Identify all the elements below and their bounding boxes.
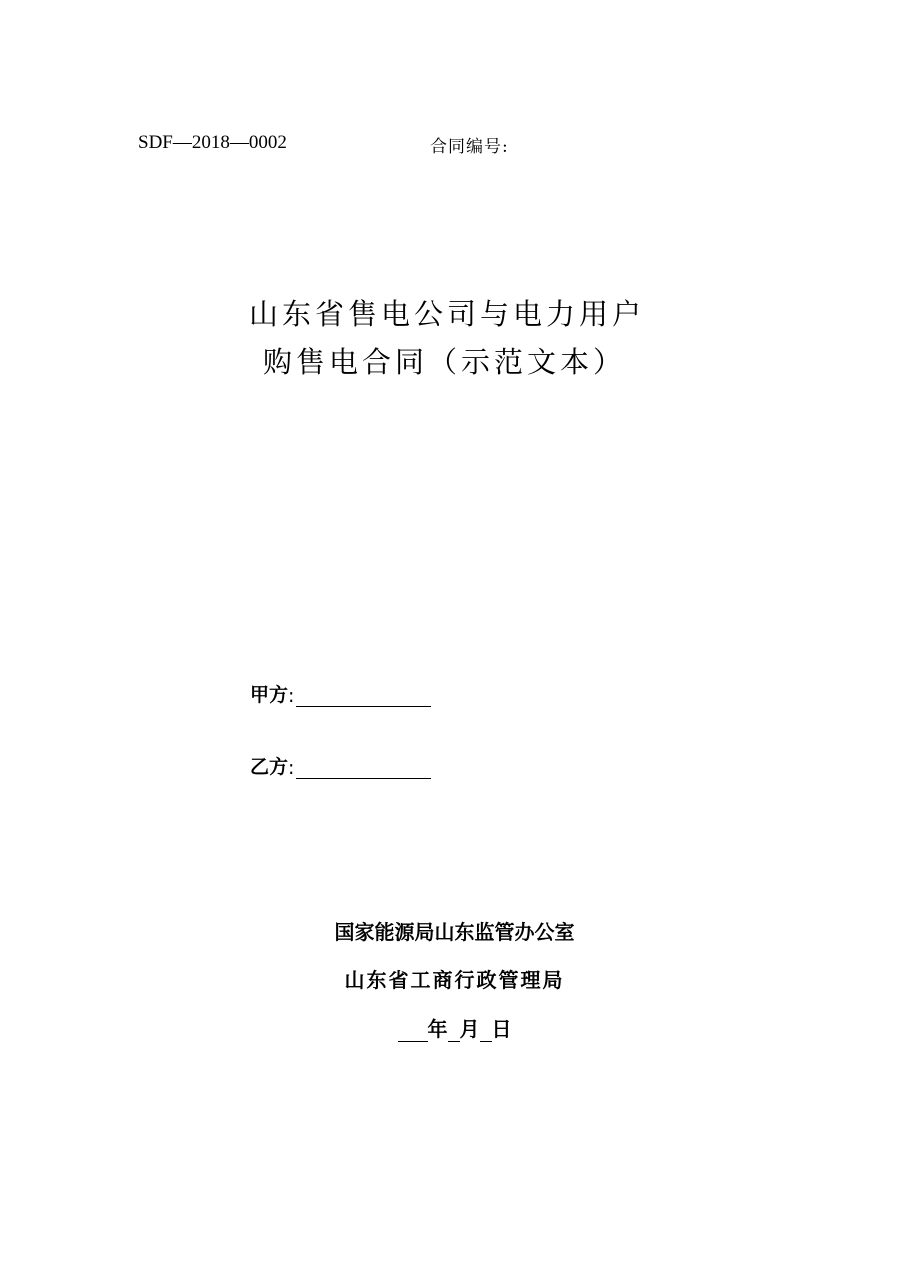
party-b-blank-line — [296, 756, 431, 779]
document-title-line-1: 山东省售电公司与电力用户 — [249, 297, 646, 331]
year-blank — [398, 1019, 428, 1042]
contract-number-label: 合同编号: — [430, 137, 509, 157]
date-line — [0, 1013, 909, 1042]
party-a-colon: : — [288, 685, 295, 707]
year-label: 年 — [427, 1017, 448, 1041]
party-a-label: 甲方 — [250, 684, 289, 706]
document-title-line-2: 购售电合同（示范文本） — [263, 345, 627, 379]
party-a-blank-line — [296, 684, 431, 707]
month-blank — [448, 1019, 460, 1042]
document-code: SDF—2018—0002 — [138, 132, 287, 153]
party-b-row — [250, 752, 431, 779]
day-label: 日 — [491, 1017, 512, 1041]
issuer-line-2: 山东省工商行政管理局 — [344, 968, 565, 992]
party-b-colon: : — [288, 757, 295, 779]
day-blank — [480, 1019, 492, 1042]
party-a-row — [250, 680, 431, 707]
party-b-label: 乙方 — [250, 756, 289, 778]
issuer-line-1: 国家能源局山东监管办公室 — [334, 920, 575, 944]
month-label: 月 — [459, 1017, 480, 1041]
